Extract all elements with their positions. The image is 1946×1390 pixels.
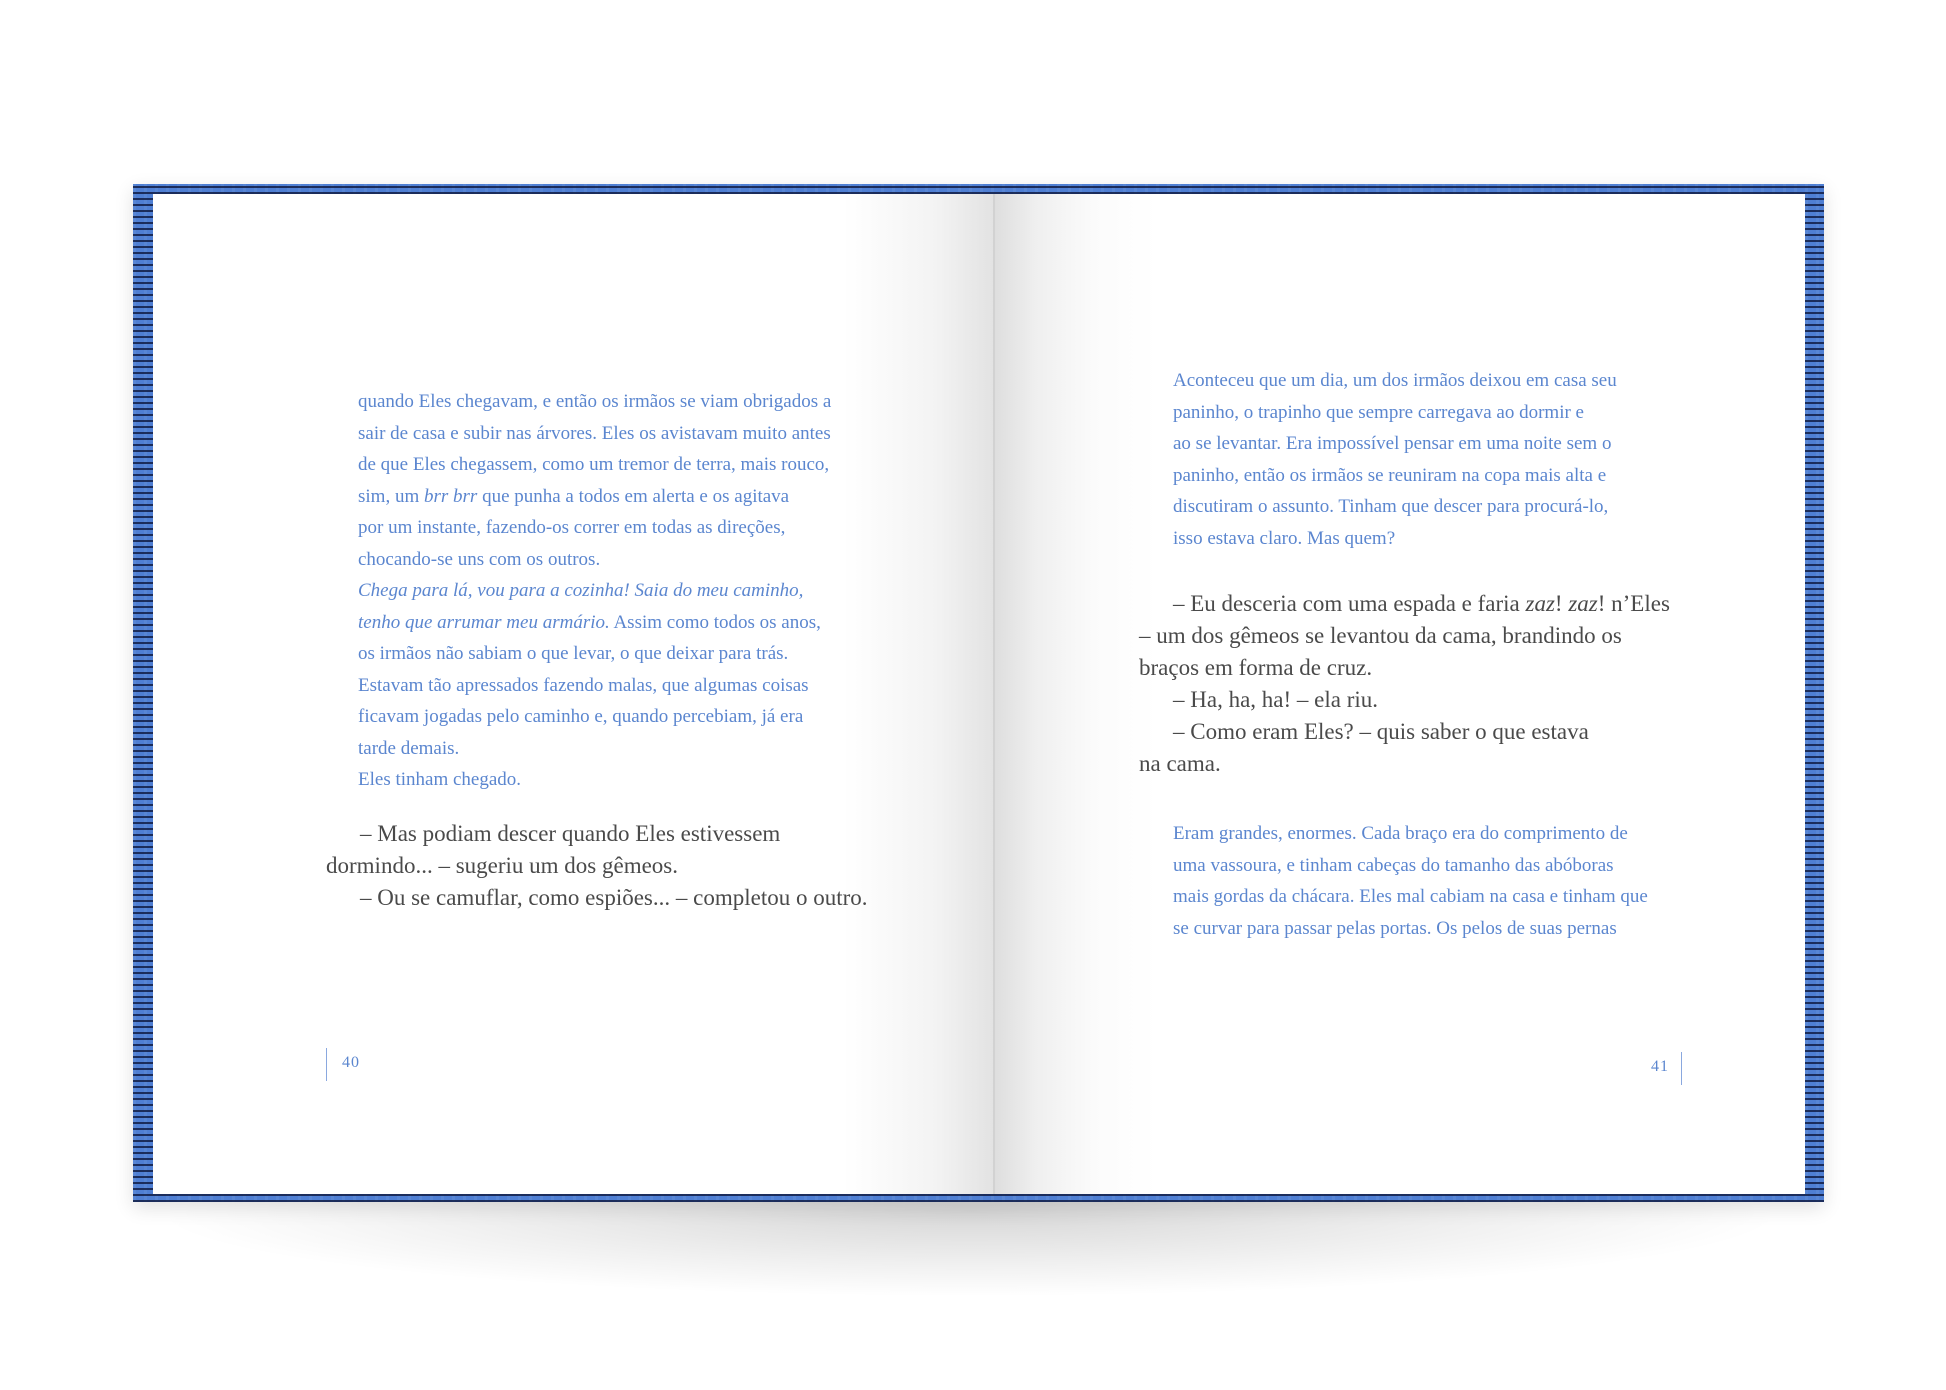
dialogue-line: na cama. bbox=[1139, 751, 1221, 776]
dialogue-line: – Como eram Eles? – quis saber o que estava bbox=[1173, 719, 1589, 744]
page-number: 41 bbox=[1651, 1058, 1669, 1075]
dialogue-line bbox=[1139, 588, 1670, 620]
text-line: se curvar para passar pelas portas. Os pelos de suas pernas bbox=[1173, 917, 1617, 939]
text-line: paninho, o trapinho que sempre carregava ao dormir e bbox=[1173, 401, 1584, 423]
page-number-rule bbox=[1681, 1052, 1682, 1085]
italic-segment: brr brr bbox=[423, 485, 478, 507]
text-line: mais gordas da chácara. Eles mal cabiam na casa e tinham que bbox=[1173, 886, 1648, 907]
right-page bbox=[995, 194, 1805, 1194]
dialogue-line: – Ou se camuflar, como espiões... – completou o outro. bbox=[360, 885, 868, 910]
text-line bbox=[358, 607, 831, 639]
page-number: 40 bbox=[342, 1054, 360, 1071]
text-line: Estavam tão apressados fazendo malas, que algumas coisas bbox=[358, 674, 809, 696]
text-line: chocando-se uns com os outros. bbox=[358, 548, 601, 570]
text-line: quando Eles chegavam, e então os irmãos se viam obrigados a bbox=[358, 391, 832, 412]
left-page bbox=[153, 194, 995, 1194]
right-top-blue-paragraph bbox=[1173, 365, 1617, 554]
page-number-rule bbox=[326, 1048, 327, 1081]
text-segment: – Eu desceria com uma espada e faria bbox=[1173, 591, 1526, 616]
text-line: ao se levantar. Era impossível pensar em uma noite sem o bbox=[1173, 433, 1612, 454]
text-line: Eram grandes, enormes. Cada braço era do comprimento de bbox=[1173, 823, 1628, 844]
text-line: isso estava claro. Mas quem? bbox=[1173, 527, 1396, 549]
right-dialogue bbox=[1139, 588, 1670, 780]
text-line: por um instante, fazendo-os correr em todas as direções, bbox=[358, 517, 786, 538]
text-line: discutiram o assunto. Tinham que descer para procurá-lo, bbox=[1173, 496, 1609, 517]
text-segment: ! bbox=[1554, 591, 1569, 616]
text-line: os irmãos não sabiam o que levar, o que deixar para trás. bbox=[358, 643, 789, 664]
text-line: uma vassoura, e tinham cabeças do tamanho das abóboras bbox=[1173, 854, 1614, 876]
text-line bbox=[358, 481, 831, 513]
italic-line: Chega para lá, vou para a cozinha! Saia do meu caminho, bbox=[358, 580, 804, 601]
text-segment: sim, um bbox=[358, 485, 424, 507]
text-line: Eles tinham chegado. bbox=[358, 769, 522, 790]
dialogue-line: – Ha, ha, ha! – ela riu. bbox=[1173, 687, 1379, 712]
left-blue-paragraph bbox=[358, 386, 831, 796]
right-bottom-blue-paragraph bbox=[1173, 818, 1648, 944]
dialogue-line: – um dos gêmeos se levantou da cama, brandindo os bbox=[1139, 623, 1622, 648]
text-segment: Assim como todos os anos, bbox=[613, 611, 821, 633]
dialogue-line: – Mas podiam descer quando Eles estivessem bbox=[360, 821, 781, 846]
left-dialogue bbox=[326, 818, 868, 914]
text-segment: que punha a todos em alerta e os agitava bbox=[482, 485, 790, 507]
text-line: paninho, então os irmãos se reuniram na copa mais alta e bbox=[1173, 464, 1607, 486]
text-line: sair de casa e subir nas árvores. Eles os avistavam muito antes bbox=[358, 422, 831, 444]
text-line: de que Eles chegassem, como um tremor de terra, mais rouco, bbox=[358, 454, 830, 475]
text-line: tarde demais. bbox=[358, 737, 460, 759]
text-line: ficavam jogadas pelo caminho e, quando percebiam, já era bbox=[358, 706, 804, 727]
italic-segment: zaz bbox=[1525, 591, 1555, 616]
italic-segment: zaz bbox=[1568, 591, 1598, 616]
italic-segment: tenho que arrumar meu armário. bbox=[358, 611, 610, 633]
text-line: Aconteceu que um dia, um dos irmãos deixou em casa seu bbox=[1173, 370, 1617, 391]
dialogue-line: braços em forma de cruz. bbox=[1139, 655, 1373, 680]
text-segment: ! n’Eles bbox=[1597, 591, 1670, 616]
dialogue-line: dormindo... – sugeriu um dos gêmeos. bbox=[326, 853, 678, 878]
